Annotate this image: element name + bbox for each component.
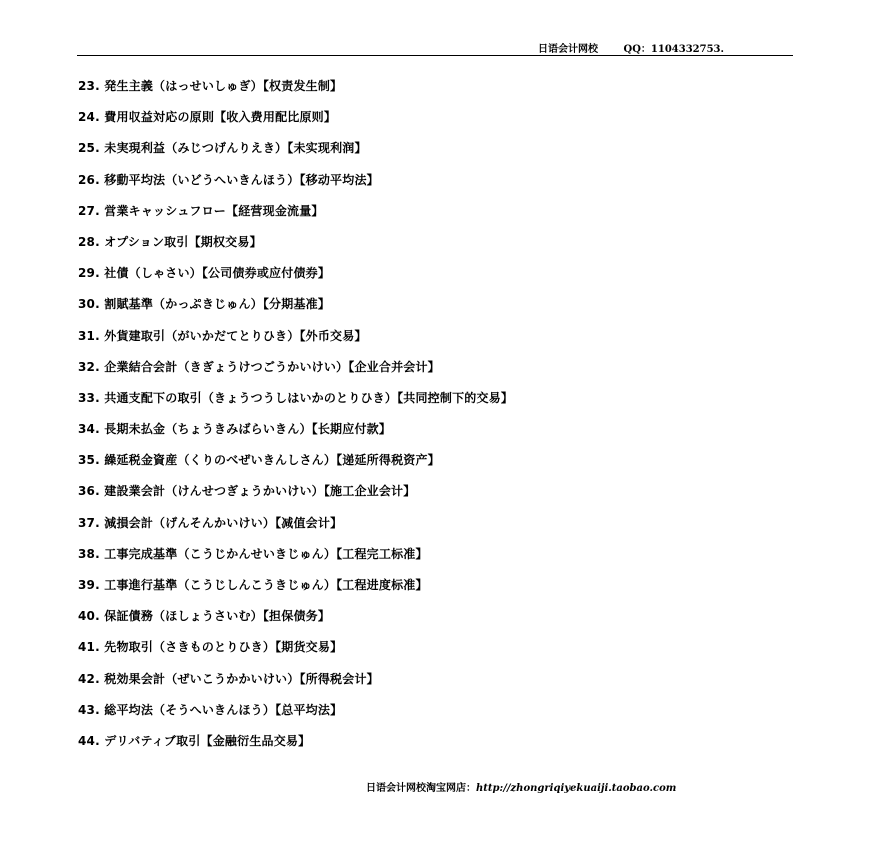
entry-translation: 【経营现金流量】 xyxy=(226,203,324,218)
entry-translation: 【公司债券或应付债券】 xyxy=(201,266,331,281)
glossary-entry xyxy=(78,546,798,577)
entry-term: 建設業会計（けんせつぎょうかいけい） xyxy=(104,484,324,499)
entry-number: 27. xyxy=(78,203,100,218)
entry-term: 工事完成基準（こうじかんせいきじゅん） xyxy=(104,546,337,561)
entry-translation: 【分期基准】 xyxy=(262,297,331,312)
entry-translation: 【收入费用配比原则】 xyxy=(214,110,337,125)
entry-number: 29. xyxy=(78,266,100,281)
footer-shop-url: http://zhongriqiyekuaiji.taobao.com xyxy=(476,783,677,794)
entry-translation: 【长期应付款】 xyxy=(311,422,392,437)
glossary-entry xyxy=(78,390,798,421)
glossary-entry xyxy=(78,483,798,514)
entry-translation: 【施工企业会计】 xyxy=(323,484,416,499)
glossary-list xyxy=(78,78,798,764)
entry-translation: 【工程进度标准】 xyxy=(336,578,428,592)
entry-translation: 【未实现利润】 xyxy=(287,141,367,156)
entry-number: 33. xyxy=(78,390,100,405)
entry-translation: 【外币交易】 xyxy=(299,328,367,343)
glossary-entry xyxy=(78,639,798,670)
entry-term: デリバティブ取引 xyxy=(104,733,201,748)
page-footer xyxy=(366,779,676,794)
entry-number: 26. xyxy=(78,172,100,187)
entry-term: 保証債務（ほしょうさいむ） xyxy=(104,609,263,624)
entry-term: 費用収益対応の原則 xyxy=(104,110,215,125)
glossary-entry xyxy=(78,109,798,140)
entry-term: 割賦基準（かっぷきじゅん） xyxy=(104,297,263,312)
glossary-entry xyxy=(78,671,798,702)
entry-translation: 【企业合并会计】 xyxy=(348,359,440,374)
entry-term: 未実現利益（みじつげんりえき） xyxy=(104,141,288,156)
glossary-entry xyxy=(78,203,798,234)
entry-number: 39. xyxy=(78,578,100,592)
glossary-entry xyxy=(78,421,798,452)
entry-term: 営業キャッシュフロー xyxy=(104,203,227,218)
entry-number: 42. xyxy=(78,671,100,686)
entry-term: 税効果会計（ぜいこうかかいけい） xyxy=(104,671,300,686)
entry-term: 社債（しゃさい） xyxy=(104,266,202,281)
entry-translation: 【所得税会计】 xyxy=(299,671,379,686)
entry-number: 38. xyxy=(78,546,100,561)
glossary-entry xyxy=(78,265,798,296)
entry-translation: 【期权交易】 xyxy=(188,234,262,249)
entry-translation: 【金融衍生品交易】 xyxy=(200,733,311,748)
entry-translation: 【递延所得税资产】 xyxy=(336,453,440,468)
entry-number: 44. xyxy=(78,733,100,748)
entry-number: 24. xyxy=(78,110,100,125)
entry-number: 25. xyxy=(78,141,100,156)
page-header xyxy=(538,40,724,55)
glossary-entry xyxy=(78,515,798,546)
entry-translation: 【移动平均法】 xyxy=(299,172,379,187)
entry-number: 35. xyxy=(78,453,100,468)
entry-term: 外貨建取引（がいかだてとりひき） xyxy=(104,328,300,343)
entry-translation: 【期货交易】 xyxy=(275,640,343,655)
header-school-name: 日语会计网校 xyxy=(538,44,598,55)
entry-term: 発生主義（はっせいしゅぎ） xyxy=(104,79,263,93)
glossary-entry xyxy=(78,608,798,639)
entry-term: 繰延税金資産（くりのべぜいきんしさん） xyxy=(104,453,337,468)
entry-translation: 【共同控制下的交易】 xyxy=(397,390,514,405)
entry-term: オプション取引 xyxy=(104,234,189,249)
entry-number: 32. xyxy=(78,359,100,374)
entry-term: 共通支配下の取引（きょうつうしはいかのとりひき） xyxy=(104,390,398,405)
entry-translation: 【担保债务】 xyxy=(262,609,331,624)
entry-translation: 【权责发生制】 xyxy=(262,79,343,93)
glossary-entry xyxy=(78,702,798,733)
header-qq-number: QQ：1104332753. xyxy=(623,44,724,55)
entry-number: 41. xyxy=(78,640,100,655)
entry-number: 34. xyxy=(78,422,100,437)
entry-number: 40. xyxy=(78,609,100,624)
footer-shop-label: 日语会计网校淘宝网店： xyxy=(366,783,476,794)
entry-number: 30. xyxy=(78,297,100,312)
entry-number: 36. xyxy=(78,484,100,499)
header-divider xyxy=(77,55,793,56)
entry-number: 23. xyxy=(78,79,100,93)
entry-term: 移動平均法（いどうへいきんほう） xyxy=(104,172,300,187)
entry-number: 31. xyxy=(78,328,100,343)
entry-number: 28. xyxy=(78,234,100,249)
glossary-entry xyxy=(78,577,798,608)
entry-number: 43. xyxy=(78,702,100,717)
glossary-entry xyxy=(78,359,798,390)
glossary-entry xyxy=(78,172,798,203)
entry-term: 総平均法（そうへいきんほう） xyxy=(104,702,276,717)
glossary-entry xyxy=(78,78,798,109)
entry-term: 工事進行基準（こうじしんこうきじゅん） xyxy=(104,578,337,592)
entry-translation: 【工程完工标准】 xyxy=(336,546,428,561)
entry-number: 37. xyxy=(78,515,100,530)
glossary-entry xyxy=(78,140,798,171)
glossary-entry xyxy=(78,234,798,265)
entry-translation: 【减值会计】 xyxy=(275,515,343,530)
entry-translation: 【总平均法】 xyxy=(275,702,343,717)
entry-term: 先物取引（さきものとりひき） xyxy=(104,640,276,655)
entry-term: 企業結合会計（きぎょうけつごうかいけい） xyxy=(104,359,349,374)
glossary-entry xyxy=(78,452,798,483)
glossary-entry xyxy=(78,296,798,327)
entry-term: 減損会計（げんそんかいけい） xyxy=(104,515,276,530)
entry-term: 長期未払金（ちょうきみばらいきん） xyxy=(104,422,312,437)
glossary-entry xyxy=(78,733,798,764)
glossary-entry xyxy=(78,328,798,359)
